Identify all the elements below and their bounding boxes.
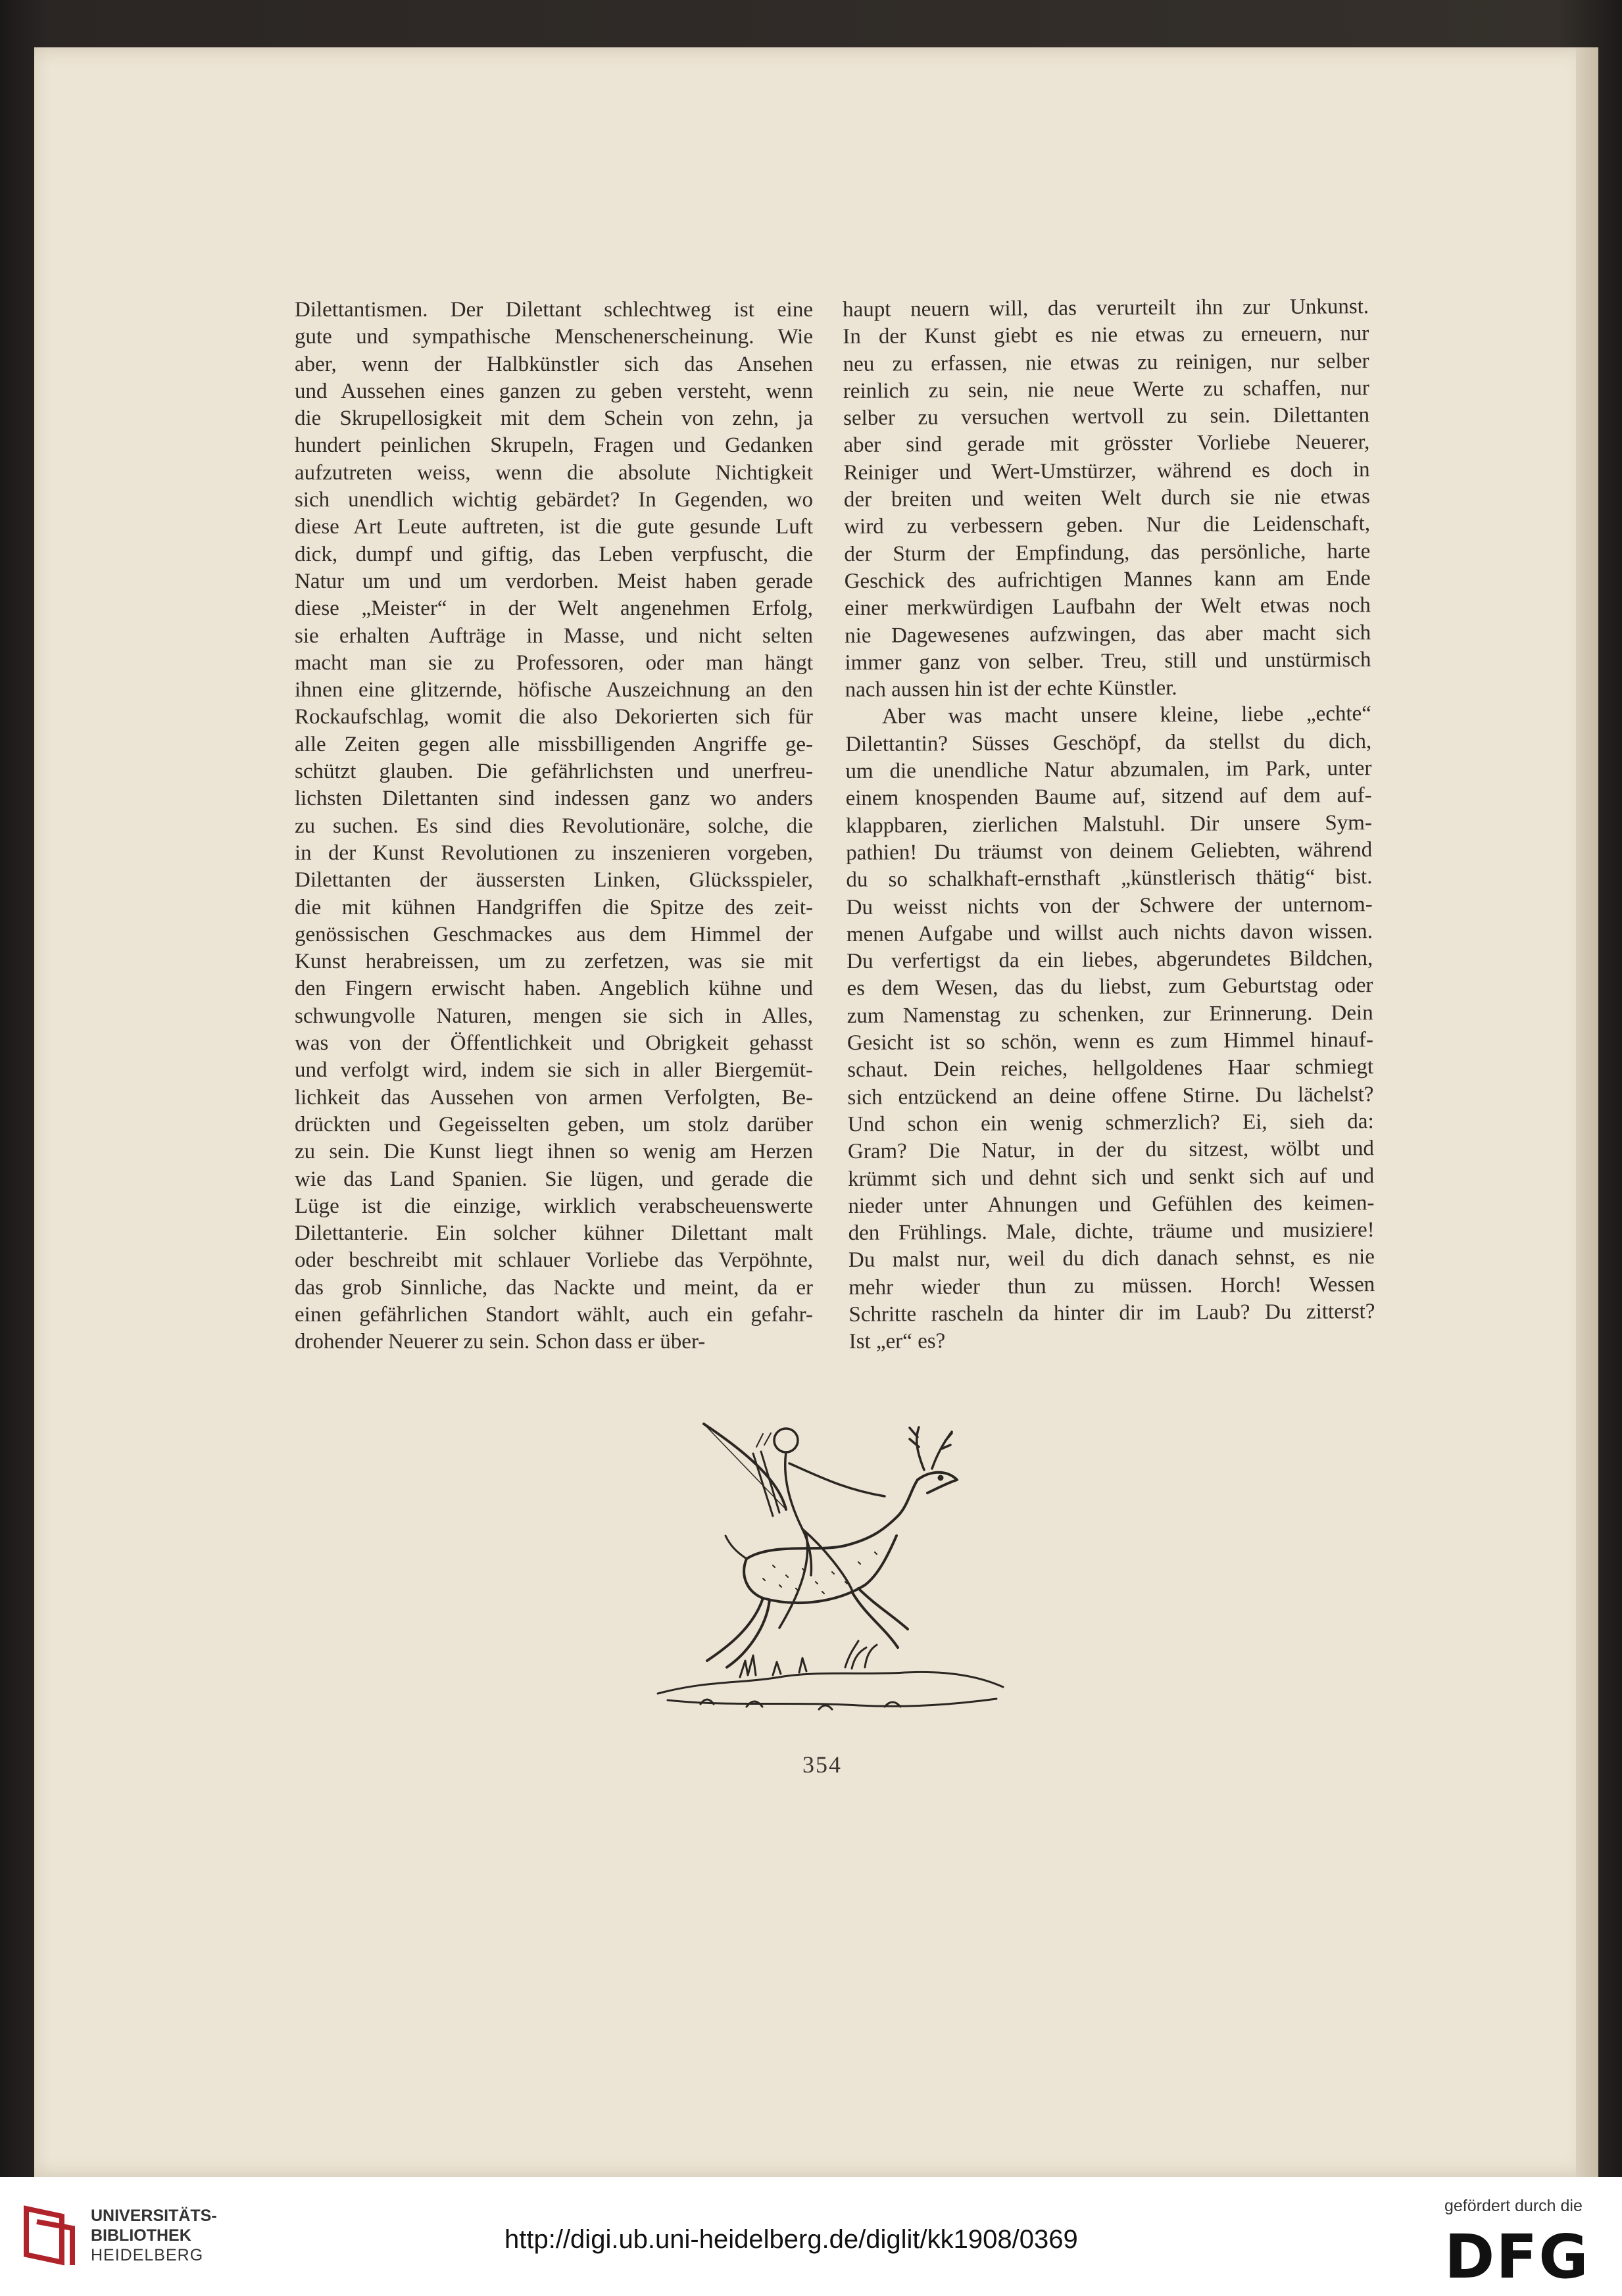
- text-line: dick, dumpf und giftig, das Leben verpfuscht, die: [295, 542, 813, 566]
- text-line: den Frühlings. Male, dichte, träume und musiziere!: [848, 1218, 1375, 1246]
- permalink-url[interactable]: http://digi.ub.uni-heidelberg.de/diglit/kk1908/0369: [504, 2225, 1078, 2254]
- text-line: du so schalkhaft-ernsthaft „künstlerisch thätig“ bist.: [846, 865, 1373, 892]
- text-line: nieder unter Ahnungen und Gefühlen des keimen-: [848, 1190, 1375, 1218]
- text-line: aber sind gerade mit grösster Vorliebe Neuerer,: [843, 430, 1370, 458]
- text-line: einem knospenden Baume auf, sitzend auf dem auf-: [845, 783, 1372, 811]
- text-line: Geschick des aufrichtigen Mannes kann am Ende: [844, 566, 1371, 593]
- text-line: den Fingern erwischt haben. Angeblich kühne und: [295, 977, 813, 1001]
- text-line: diese „Meister“ in der Welt angenehmen Erfolg,: [295, 597, 813, 621]
- text-line: klappbaren, zierlichen Malstuhl. Dir unsere Sym-: [845, 810, 1373, 838]
- text-line: Dilettanten der äussersten Linken, Glücksspieler,: [295, 868, 813, 892]
- text-line: einen gefährlichen Standort wählt, auch ein gefahr-: [295, 1302, 813, 1327]
- text-line: wie das Land Spanien. Sie lügen, und gerade die: [295, 1167, 813, 1191]
- text-line: drohender Neuerer zu sein. Schon dass er über-: [295, 1330, 706, 1354]
- text-line: Reiniger und Wert-Umstürzer, während es doch in: [843, 457, 1370, 485]
- text-line: es dem Wesen, das du liebst, zum Geburtstag oder: [847, 973, 1373, 1001]
- text-line: die mit kühnen Handgriffen die Spitze des zeit-: [295, 895, 813, 919]
- text-line: um die unendliche Natur abzumalen, im Park, unter: [845, 756, 1372, 784]
- text-line: nach aussen hin ist der echte Künstler.: [845, 676, 1177, 702]
- text-line: oder beschreibt mit schlauer Vorliebe das Verpöhnte,: [295, 1248, 813, 1273]
- text-line: reinlich zu sein, nie neue Werte zu schaffen, nur: [843, 376, 1369, 403]
- text-line: aber, wenn der Halbkünstler sich das Ansehen: [295, 352, 813, 376]
- text-line: wird zu verbessern geben. Nur die Leidenschaft,: [844, 512, 1371, 539]
- text-line: Dilettanterie. Ein solcher kühner Dilettant malt: [295, 1221, 813, 1246]
- archer-on-deer-vignette: [648, 1417, 1016, 1717]
- library-name-line2: BIBLIOTHEK: [91, 2226, 191, 2245]
- left-text-column: [295, 297, 813, 1356]
- text-line: Kunst herabreissen, um zu zerfetzen, was sie mit: [295, 950, 813, 974]
- text-line: hundert peinlichen Skrupeln, Fragen und Gedanken: [295, 433, 813, 458]
- text-line: Ist „er“ es?: [848, 1329, 946, 1354]
- text-line: Aber was macht unsere kleine, liebe „echte“: [881, 702, 1372, 729]
- text-line: zum Namenstag zu schenken, zur Erinnerung. Dein: [847, 1000, 1373, 1028]
- text-line: Natur um und um verdorben. Meist haben gerade: [295, 569, 813, 593]
- text-line: macht man sie zu Professoren, oder man hängt: [295, 650, 813, 675]
- text-line: Lüge ist die einzige, wirklich verabscheuenswerte: [295, 1194, 813, 1218]
- text-line: gute und sympathische Menschenerscheinung. Wie: [295, 325, 813, 349]
- text-line: und Aussehen eines ganzen zu geben versteht, wenn: [295, 379, 813, 403]
- text-line: sie erhalten Aufträge in Masse, und nicht selten: [295, 623, 813, 648]
- page-number: 354: [802, 1751, 842, 1778]
- text-line: lichsten Dilettanten sind indessen ganz wo anders: [295, 787, 813, 811]
- text-line: und verfolgt wird, indem sie sich in aller Biergemüt-: [295, 1058, 813, 1083]
- text-line: ihnen eine glitzernde, höfische Auszeichnung an den: [295, 678, 813, 702]
- text-line: mehr wieder thun zu müssen. Horch! Wessen: [848, 1272, 1375, 1300]
- text-line: krümmt sich und dehnt sich und senkt sich auf und: [848, 1163, 1375, 1191]
- text-line: zu suchen. Es sind dies Revolutionäre, solche, die: [295, 814, 813, 838]
- repository-footer: [0, 2177, 1622, 2296]
- dfg-logo: DFG: [1444, 2222, 1590, 2292]
- text-line: was von der Öffentlichkeit und Obrigkeit gehasst: [295, 1031, 813, 1056]
- paragraph: [843, 293, 1371, 704]
- text-line: der breiten und weiten Welt durch sie nie etwas: [843, 485, 1370, 512]
- text-line: sich unendlich wichtig gebärdet? In Gegenden, wo: [295, 488, 813, 512]
- text-line: Dilettantin? Süsses Geschöpf, da stellst du dich,: [845, 729, 1372, 756]
- text-line: immer ganz von selber. Treu, still und unstürmisch: [845, 647, 1371, 675]
- text-line: Du verfertigst da ein liebes, abgerundetes Bildchen,: [847, 946, 1373, 974]
- text-line: Dilettantismen. Der Dilettant schlechtweg ist eine: [295, 298, 813, 322]
- funding-caption: gefördert durch die: [1444, 2197, 1583, 2215]
- library-name: [91, 2206, 217, 2265]
- right-text-column: [843, 293, 1375, 1356]
- text-line: lichkeit das Aussehen von armen Verfolgten, Be-: [295, 1085, 813, 1110]
- text-line: Schritte rascheln da hinter dir im Laub? Du zitterst?: [848, 1300, 1375, 1327]
- text-line: schützt glauben. Die gefährlichsten und unerfreu-: [295, 760, 813, 784]
- text-line: neu zu erfassen, nie etwas zu reinigen, nur selber: [843, 349, 1369, 376]
- text-line: Du weisst nichts von der Schwere der unternom-: [846, 892, 1373, 919]
- text-line: drückten und Gegeisselten geben, um stolz darüber: [295, 1112, 813, 1136]
- library-name-line3: HEIDELBERG: [91, 2246, 204, 2264]
- text-line: Gram? Die Natur, in der du sitzest, wölbt und: [847, 1136, 1375, 1164]
- text-line: Und schon ein wenig schmerzlich? Ei, sieh da:: [847, 1109, 1374, 1136]
- text-line: haupt neuern will, das verurteilt ihn zur Unkunst.: [843, 295, 1369, 322]
- library-name-line1: UNIVERSITÄTS-: [91, 2207, 217, 2225]
- text-line: menen Aufgabe und willst auch nichts davon wissen.: [846, 919, 1373, 946]
- text-line: in der Kunst Revolutionen zu inszenieren vorgeben,: [295, 841, 813, 865]
- text-line: sich entzückend an deine offene Stirne. Du lächelst?: [847, 1082, 1374, 1110]
- text-line: Gesicht ist so schön, wenn es zum Himmel hinauf-: [847, 1028, 1374, 1055]
- text-line: einer merkwürdigen Laufbahn der Welt etwas noch: [844, 593, 1371, 621]
- text-line: zu sein. Die Kunst liegt ihnen so wenig am Herzen: [295, 1140, 813, 1164]
- page-edge: [1576, 47, 1598, 2177]
- text-line: aufzutreten weiss, wenn die absolute Nichtigkeit: [295, 460, 813, 485]
- text-line: genössischen Geschmackes aus dem Himmel der: [295, 922, 813, 946]
- text-line: Du malst nur, weil du dich danach sehnst, es nie: [848, 1245, 1375, 1273]
- text-line: der Sturm der Empfindung, das persönliche, harte: [844, 539, 1371, 566]
- text-line: pathien! Du träumst von deinem Geliebten, während: [846, 838, 1373, 865]
- text-line: das grob Sinnliche, das Nackte und meint, da er: [295, 1275, 813, 1300]
- text-line: diese Art Leute auftreten, ist die gute gesunde Luft: [295, 515, 813, 539]
- text-line: schwungvolle Naturen, mengen sie sich in Alles,: [295, 1004, 813, 1028]
- university-library-logo-icon: [20, 2202, 80, 2270]
- text-line: selber zu versuchen wertvoll zu sein. Dilettanten: [843, 403, 1370, 431]
- paragraph: [845, 701, 1375, 1356]
- text-line: schaut. Dein reiches, hellgoldenes Haar schmiegt: [847, 1055, 1374, 1083]
- text-line: In der Kunst giebt es nie etwas zu erneuern, nur: [843, 322, 1369, 349]
- text-line: nie Dagewesenes aufzwingen, das aber macht sich: [845, 620, 1371, 648]
- text-line: Rockaufschlag, womit die also Dekorierten sich für: [295, 705, 813, 729]
- text-line: die Skrupellosigkeit mit dem Schein von zehn, ja: [295, 406, 813, 431]
- text-line: alle Zeiten gegen alle missbilligenden Angriffe ge-: [295, 732, 813, 756]
